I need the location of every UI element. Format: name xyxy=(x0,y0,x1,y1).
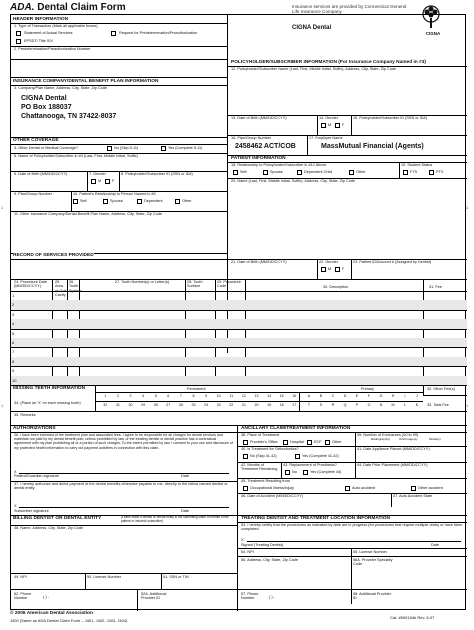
label-missing-teeth-34: 34. (Place an 'X' on each missing tooth) xyxy=(14,401,81,405)
text-authorization-36: 36. I have been informed of the treatment plan and associated fees. I agree to be responsible for all charges for dental services and materials not paid by my dental benefit plan, unless prohibited by law, or the treating dentist or dental practice has a contractual agreement with my plan prohibiting all or a portion of such charges. To the extent permitted by law, I consent to your use and disclosure of my protected health information to carry out payment activities in connection with this claim. xyxy=(14,433,233,450)
teeth-divider xyxy=(95,401,423,402)
company-name-line3: Chattanooga, TN 37422-8037 xyxy=(21,113,117,120)
checkbox-gender-f-22[interactable] xyxy=(335,267,340,272)
label-patient-account-23: 23. Patient ID/Account # (Assigned by Dentist) xyxy=(353,260,432,264)
section-billing-dentist: BILLING DENTIST OR DENTAL ENTITY xyxy=(13,516,102,521)
tooth-primary-upper[interactable]: B xyxy=(319,394,323,398)
service-row-number[interactable]: 5 xyxy=(12,330,15,336)
label-company-plan-name: 3. Company/Plan Name, Address, City, State, Zip Code xyxy=(14,86,107,90)
section-missing-teeth: MISSING TEETH INFORMATION xyxy=(13,386,86,391)
label-procedure-code-29: 29. Procedure Code xyxy=(217,280,241,289)
label-procedure-date-24: 24. Procedure Date (MM/DD/CCYY) xyxy=(14,280,47,289)
service-row-number[interactable]: 4 xyxy=(12,321,15,327)
label-ortho-no: No (Skip 41-42) xyxy=(250,454,277,458)
label-area-oral-cavity-25: 25. Area of Oral Cavity xyxy=(55,280,67,298)
section-insurance-company: INSURANCE COMPANY/DENTAL BENEFIT PLAN INFORMATION xyxy=(13,79,159,84)
label-permanent: Permanent xyxy=(187,387,206,391)
label-student-pts: PTS xyxy=(436,170,444,174)
label-ortho-yes: Yes (Complete 41-42) xyxy=(302,454,339,458)
tooth-permanent-lower[interactable]: 19 xyxy=(267,403,272,407)
label-place-other: Other xyxy=(332,440,342,444)
service-row-stripe xyxy=(11,338,467,347)
tooth-permanent-lower[interactable]: 29 xyxy=(141,403,146,407)
checkbox-occupational[interactable] xyxy=(243,486,248,491)
label-relationship-dependent-10: Dependent xyxy=(144,199,163,203)
label-relationship-spouse-18: Spouse xyxy=(270,170,283,174)
label-relationship-other-18: Other xyxy=(356,170,366,174)
employer-name: MassMutual Financial (Agents) xyxy=(321,143,424,150)
label-date-appliance-41: 41. Date Appliance Placed (MM/DD/CCYY) xyxy=(357,447,430,451)
checkbox-auto-accident[interactable] xyxy=(345,486,350,491)
service-row-number[interactable]: 8 xyxy=(12,358,15,364)
label-subscriber-signature: Subscriber signature xyxy=(14,509,49,513)
checkbox-ortho-yes[interactable] xyxy=(295,454,300,459)
label-subscriber-sig-date: Date xyxy=(181,509,190,513)
checkbox-relationship-self-10[interactable] xyxy=(73,199,78,204)
service-row-number[interactable]: 6 xyxy=(12,340,15,345)
checkbox-statement-actual-services[interactable] xyxy=(16,31,21,36)
checkbox-gender-f-14[interactable] xyxy=(335,123,340,128)
label-occupational: Occupational illness/injury xyxy=(250,486,294,490)
tooth-permanent-lower[interactable]: 31 xyxy=(115,403,120,407)
tooth-permanent-lower[interactable]: 32 xyxy=(103,403,108,407)
tooth-permanent-upper[interactable]: 2 xyxy=(116,394,119,398)
tooth-primary-upper[interactable]: H xyxy=(391,394,395,398)
checkbox-providers-office[interactable] xyxy=(243,440,248,445)
label-gender-22: 22. Gender xyxy=(319,260,338,264)
label-other-coverage: 4. Other Dental or Medical Coverage? xyxy=(14,146,78,150)
label-tooth-number-27: 27. Tooth Number(s) or Letter(s) xyxy=(114,280,170,284)
label-tooth-system-26: 26. Tooth System xyxy=(69,280,82,293)
checkbox-replacement-no[interactable] xyxy=(285,470,290,475)
checkbox-request-predetermination[interactable] xyxy=(111,31,116,36)
label-date-prior-placement-44: 44. Date Prior Placement (MM/DD/CCYY) xyxy=(357,463,428,467)
checkbox-replacement-yes[interactable] xyxy=(303,470,308,475)
tooth-permanent-lower[interactable]: 23 xyxy=(216,403,221,407)
label-specialty-code-56a: 56A. Provider Specialty Code xyxy=(353,558,393,567)
label-plan-group-16: 16. Plan/Group Number xyxy=(231,136,272,140)
label-tooth-surface-28: 28. Tooth Surface xyxy=(187,280,203,289)
tooth-permanent-upper[interactable]: 11 xyxy=(229,394,234,398)
label-subscriber-id-15: 15. Policyholder/Subscriber ID (SSN or ID#) xyxy=(353,116,427,120)
tooth-primary-lower[interactable]: M xyxy=(391,403,395,407)
tooth-primary-upper[interactable]: G xyxy=(379,394,383,398)
label-patient-signature: Patient/Guardian signature xyxy=(14,474,60,478)
label-radiographs: Radiograph(s) xyxy=(371,437,391,441)
tooth-primary-lower[interactable]: T xyxy=(307,403,311,407)
company-name-line1: CIGNA Dental xyxy=(21,95,67,102)
label-relationship-self-18: Self xyxy=(240,170,247,174)
label-treating-address-56: 56. Address, City, State, Zip Code xyxy=(241,558,298,562)
checkbox-relationship-other-10[interactable] xyxy=(175,199,180,204)
label-treating-additional-id-58: 58. Additional Provider ID xyxy=(353,592,391,601)
tooth-primary-lower[interactable]: Q xyxy=(343,403,347,407)
checkbox-hospital[interactable] xyxy=(283,440,288,445)
right-fold-mark-2: 1 xyxy=(466,403,469,408)
label-hospital: Hospital xyxy=(290,440,304,444)
label-providers-office: Provider's Office xyxy=(250,440,278,444)
checkbox-relationship-dependent-10[interactable] xyxy=(137,199,142,204)
label-place-of-treatment-38: 38. Place of Treatment xyxy=(241,433,280,437)
checkbox-other-accident[interactable] xyxy=(411,486,416,491)
label-policyholder-name-4: 5. Name of Policyholder/Subscriber in #4 (Last, First, Middle Initial, Suffix) xyxy=(14,154,138,158)
section-policyholder: POLICYHOLDER/SUBSCRIBER INFORMATION (For Insurance Company Named in #3) xyxy=(231,60,427,65)
label-policyholder-name-12: 12. Policyholder/Subscriber Name (Last, First, Middle Initial, Suffix), Address, City, State, Zip Code xyxy=(231,67,397,71)
label-other-insurance-11: 11. Other Insurance Company/Dental Benefit Plan Name, Address, City, State, Zip Code xyxy=(14,212,163,216)
text-billing-note: (Leave blank if dentist or dental entity is not submitting claim on behalf of the patient or insured/ subscriber) xyxy=(121,515,229,523)
tooth-permanent-lower[interactable]: 20 xyxy=(254,403,259,407)
label-treating-phone-57: 57. Phone Number xyxy=(241,592,259,601)
section-ancillary: ANCILLARY CLAIM/TREATMENT INFORMATION xyxy=(241,426,351,431)
label-student-fts: FTS xyxy=(410,170,418,174)
label-relationship-10: 10. Patient's Relationship to Person Named in #5 xyxy=(73,192,156,196)
tooth-primary-lower[interactable]: K xyxy=(415,403,419,407)
section-patient-information: PATIENT INFORMATION xyxy=(231,156,286,161)
label-replacement-yes: Yes (Complete 44) xyxy=(310,470,342,474)
label-treating-signature: Signed (Treating Dentist) xyxy=(241,543,284,547)
label-other-accident: Other accident xyxy=(418,486,443,490)
tooth-primary-upper[interactable]: I xyxy=(404,394,406,398)
label-billing-license-50: 50. License Number xyxy=(87,575,121,579)
label-gender-14: 14. Gender xyxy=(319,116,338,120)
tooth-primary-upper[interactable]: A xyxy=(307,394,311,398)
checkbox-gender-m-14[interactable] xyxy=(321,123,326,128)
service-row-number[interactable]: 3 xyxy=(12,311,15,317)
footer-copyright: © 2006 American Dental Association xyxy=(10,611,93,616)
label-billing-ssn-51: 51. SSN or TIN xyxy=(163,575,189,579)
tooth-primary-upper[interactable]: C xyxy=(331,394,335,398)
label-gender-f-7: F xyxy=(112,179,115,183)
service-row-number[interactable]: 7 xyxy=(12,349,15,355)
tooth-primary-lower[interactable]: O xyxy=(367,403,371,407)
label-billing-additional-id-52a: 52A. Additional Provider ID xyxy=(141,592,167,601)
label-relationship-self-10: Self xyxy=(80,199,87,203)
checkbox-relationship-spouse-10[interactable] xyxy=(103,199,108,204)
label-oral-images: Oral Image(s) xyxy=(399,437,418,441)
text-treating-certification-53: 53. I hereby certify that the procedures as indicated by date are in progress (for procedures that require multiple visits) or have been completed. xyxy=(241,523,463,532)
tooth-primary-lower[interactable]: S xyxy=(319,403,323,407)
tooth-permanent-upper[interactable]: 12 xyxy=(241,394,246,398)
tooth-permanent-upper[interactable]: 15 xyxy=(279,394,284,398)
label-replacement-no: No xyxy=(292,470,297,474)
insurance-provider-line: Insurance services are provided by Connecticut General Life Insurance Company xyxy=(292,4,407,14)
label-billing-phone-52: 52. Phone Number xyxy=(14,592,32,601)
tooth-permanent-upper[interactable]: 1 xyxy=(104,394,107,398)
service-row-number[interactable]: 2 xyxy=(12,302,15,308)
tooth-permanent-upper[interactable]: 8 xyxy=(192,394,195,398)
checkbox-student-pts[interactable] xyxy=(429,170,434,175)
label-predetermination-number: 2. Predetermination/Preauthorization Number xyxy=(14,47,91,51)
label-subscriber-id-8: 8. Policyholder/Subscriber ID (SSN or ID#) xyxy=(121,172,193,176)
tooth-permanent-upper[interactable]: 14 xyxy=(267,394,272,398)
treating-phone-format: ( ) - xyxy=(269,595,275,599)
label-dob-6: 6. Date of Birth (MM/DD/CCYY) xyxy=(14,172,68,176)
cigna-logo-label: CIGNA xyxy=(425,31,441,36)
label-other-coverage-no: No (Skip 5-11) xyxy=(114,146,139,150)
company-name-line2: PO Box 188037 xyxy=(21,104,72,111)
label-gender-m-22: M xyxy=(328,267,332,271)
label-relationship-18: 18. Relationship to Policyholder/Subscriber in #12 Above xyxy=(231,163,327,167)
service-row-line xyxy=(11,366,467,367)
label-billing-name-48: 48. Name, Address, City, State, Zip Code xyxy=(14,526,84,530)
text-authorization-37: 37. I hereby authorize and direct payment of the dental benefits otherwise payable to me, directly to the below named dentist or dental entity. xyxy=(14,482,228,491)
label-treating-npi-54: 54. NPI xyxy=(241,550,254,554)
tooth-permanent-upper[interactable]: 6 xyxy=(167,394,170,398)
checkbox-gender-f-7[interactable] xyxy=(105,179,110,184)
tooth-permanent-lower[interactable]: 25 xyxy=(191,403,196,407)
tooth-permanent-lower[interactable]: 21 xyxy=(241,403,246,407)
label-fee-31: 31. Fee xyxy=(429,285,442,289)
checkbox-gender-m-7[interactable] xyxy=(91,179,96,184)
label-treating-sig-date: Date xyxy=(431,543,440,547)
label-date-accident-46: 46. Date of Accident (MM/DD/CCYY) xyxy=(241,494,304,498)
label-primary: Primary xyxy=(361,387,375,391)
section-other-coverage: OTHER COVERAGE xyxy=(13,138,59,143)
form-title xyxy=(10,2,126,13)
section-treating-dentist: TREATING DENTIST AND TREATMENT LOCATION INFORMATION xyxy=(241,516,390,521)
form-title-text: Dental Claim Form xyxy=(34,2,126,13)
claim-form-frame xyxy=(10,14,469,610)
label-patient-name-20: 20. Name (Last, First, Middle Initial, Suffix), Address, City, State, Zip Code xyxy=(231,179,356,183)
checkbox-relationship-other-18[interactable] xyxy=(349,170,354,175)
ada-logo-text: ADA. xyxy=(10,2,35,13)
label-replacement-43: 43. Replacement of Prosthesis? xyxy=(283,463,337,467)
checkbox-other-coverage-yes[interactable] xyxy=(161,146,166,151)
tooth-permanent-lower[interactable]: 22 xyxy=(229,403,234,407)
label-patient-sig-date: Date xyxy=(181,474,190,478)
service-row-line xyxy=(11,347,467,348)
service-row-line xyxy=(11,329,467,330)
sig-x-mark-patient: X xyxy=(14,470,17,474)
label-other-coverage-yes: Yes (Complete 5-11) xyxy=(168,146,203,150)
label-ecf: ECF xyxy=(314,440,322,444)
tooth-permanent-upper[interactable]: 9 xyxy=(205,394,208,398)
service-row-number[interactable]: 10 xyxy=(12,377,17,383)
label-description-30: 30. Description xyxy=(323,285,349,289)
label-remarks-35: 35. Remarks xyxy=(14,413,36,417)
label-request-predetermination: Request for Predetermination/Preauthorization xyxy=(119,31,198,35)
label-auto-accident-state-47: 47. Auto Accident State xyxy=(393,494,433,498)
section-authorizations: AUTHORIZATIONS xyxy=(13,426,56,431)
tooth-primary-lower[interactable]: L xyxy=(404,403,406,407)
section-record-of-services: RECORD OF SERVICES PROVIDED xyxy=(13,253,94,258)
checkbox-epsdt[interactable] xyxy=(16,39,21,44)
label-employer-name-17: 17. Employer Name xyxy=(309,136,343,140)
tooth-permanent-upper[interactable]: 5 xyxy=(154,394,157,398)
checkbox-relationship-dependent-child-18[interactable] xyxy=(297,170,302,175)
label-epsdt: EPSDT/ Title XIX xyxy=(24,39,53,43)
tooth-permanent-lower[interactable]: 28 xyxy=(153,403,158,407)
tooth-permanent-lower[interactable]: 18 xyxy=(279,403,284,407)
label-type-of-transaction: 1. Type of Transaction (Mark all applicable boxes) xyxy=(14,24,98,28)
tooth-permanent-upper[interactable]: 3 xyxy=(129,394,132,398)
tooth-permanent-upper[interactable]: 13 xyxy=(254,394,259,398)
tooth-permanent-upper[interactable]: 16 xyxy=(292,394,297,398)
label-models: Model(s) xyxy=(429,437,441,441)
label-statement-actual-services: Statement of Actual Services xyxy=(24,31,73,35)
plan-group-number: 2458462 ACT/COB xyxy=(235,143,296,150)
service-row-stripe xyxy=(11,357,467,366)
label-relationship-dependent-child-18: Dependent Child xyxy=(304,170,333,174)
service-row-line xyxy=(11,310,467,311)
checkbox-other-coverage-no[interactable] xyxy=(107,146,112,151)
label-auto-accident: Auto accident xyxy=(352,486,376,490)
tooth-primary-upper[interactable]: J xyxy=(416,394,418,398)
service-row-stripe xyxy=(11,319,467,328)
tooth-permanent-lower[interactable]: 17 xyxy=(292,403,297,407)
tooth-permanent-upper[interactable]: 7 xyxy=(179,394,182,398)
section-header-information: HEADER INFORMATION xyxy=(13,17,69,22)
tooth-permanent-upper[interactable]: 10 xyxy=(216,394,221,398)
checkbox-ecf[interactable] xyxy=(307,440,312,445)
tooth-permanent-upper[interactable]: 4 xyxy=(142,394,145,398)
checkbox-relationship-self-18[interactable] xyxy=(233,170,238,175)
service-row-number[interactable]: 9 xyxy=(12,368,15,374)
service-row-number[interactable]: 1 xyxy=(12,293,15,298)
label-billing-npi-49: 49. NPI xyxy=(14,575,27,579)
label-gender-f-22: F xyxy=(342,267,345,271)
billing-phone-format: ( ) - xyxy=(43,595,49,599)
label-dob-21: 21. Date of Birth (MM/DD/CCYY) xyxy=(231,260,287,264)
footer-form-numbers: J400 (Same as ADA Dental Claim Form – J401, J402, J403, J404) xyxy=(10,618,128,623)
tooth-primary-upper[interactable]: E xyxy=(355,394,359,398)
footer-catalog: Cat. #590154b Rev. 6-07 xyxy=(390,615,435,620)
label-gender-m-14: M xyxy=(328,123,332,127)
service-row-stripe xyxy=(11,376,467,385)
checkbox-ortho-no[interactable] xyxy=(243,454,248,459)
label-student-status-19: 19. Student Status xyxy=(401,163,433,167)
label-dob-13: 13. Date of Birth (MM/DD/CCYY) xyxy=(231,116,287,120)
checkbox-gender-m-22[interactable] xyxy=(321,267,326,272)
label-total-fee-33: 33. Total Fee xyxy=(427,403,449,407)
label-gender-f-14: F xyxy=(342,123,345,127)
cigna-dental-heading: CIGNA Dental xyxy=(292,25,332,31)
label-treating-license-55: 55. License Number xyxy=(353,550,387,554)
left-fold-mark: 1 xyxy=(1,205,4,210)
right-fold-mark: 1 xyxy=(466,205,469,210)
tooth-permanent-lower[interactable]: 24 xyxy=(204,403,209,407)
label-enclosures-39: 39. Number of Enclosures (00 to 99) xyxy=(357,433,419,437)
tooth-primary-upper[interactable]: D xyxy=(343,394,347,398)
tooth-primary-lower[interactable]: N xyxy=(379,403,383,407)
tooth-permanent-lower[interactable]: 27 xyxy=(166,403,171,407)
checkbox-place-other[interactable] xyxy=(325,440,330,445)
tooth-primary-lower[interactable]: P xyxy=(355,403,359,407)
tooth-permanent-lower[interactable]: 26 xyxy=(178,403,183,407)
tooth-primary-upper[interactable]: F xyxy=(367,394,371,398)
tooth-permanent-lower[interactable]: 30 xyxy=(128,403,133,407)
left-fold-mark-2: 1 xyxy=(1,403,4,408)
service-row-stripe xyxy=(11,300,467,309)
sig-x-mark-treating: X xyxy=(241,538,244,542)
label-gender-7: 7. Gender xyxy=(89,172,106,176)
label-orthodontics-40: 40. Is Treatment for Orthodontics? xyxy=(241,447,299,451)
label-plan-group-9: 9. Plan/Group Number xyxy=(14,192,52,196)
label-gender-m-7: M xyxy=(98,179,102,183)
label-months-remaining-42: 42. Months of Treatment Remaining xyxy=(241,463,278,472)
checkbox-relationship-spouse-18[interactable] xyxy=(263,170,268,175)
label-relationship-other-10: Other xyxy=(182,199,192,203)
checkbox-student-fts[interactable] xyxy=(403,170,408,175)
label-other-fees-32: 32. Other Fee(s) xyxy=(427,387,455,391)
label-treatment-resulting-45: 45. Treatment Resulting from xyxy=(241,479,290,483)
label-relationship-spouse-10: Spouse xyxy=(110,199,123,203)
sig-x-mark-subscriber: X xyxy=(14,504,17,508)
tooth-primary-lower[interactable]: R xyxy=(331,403,335,407)
